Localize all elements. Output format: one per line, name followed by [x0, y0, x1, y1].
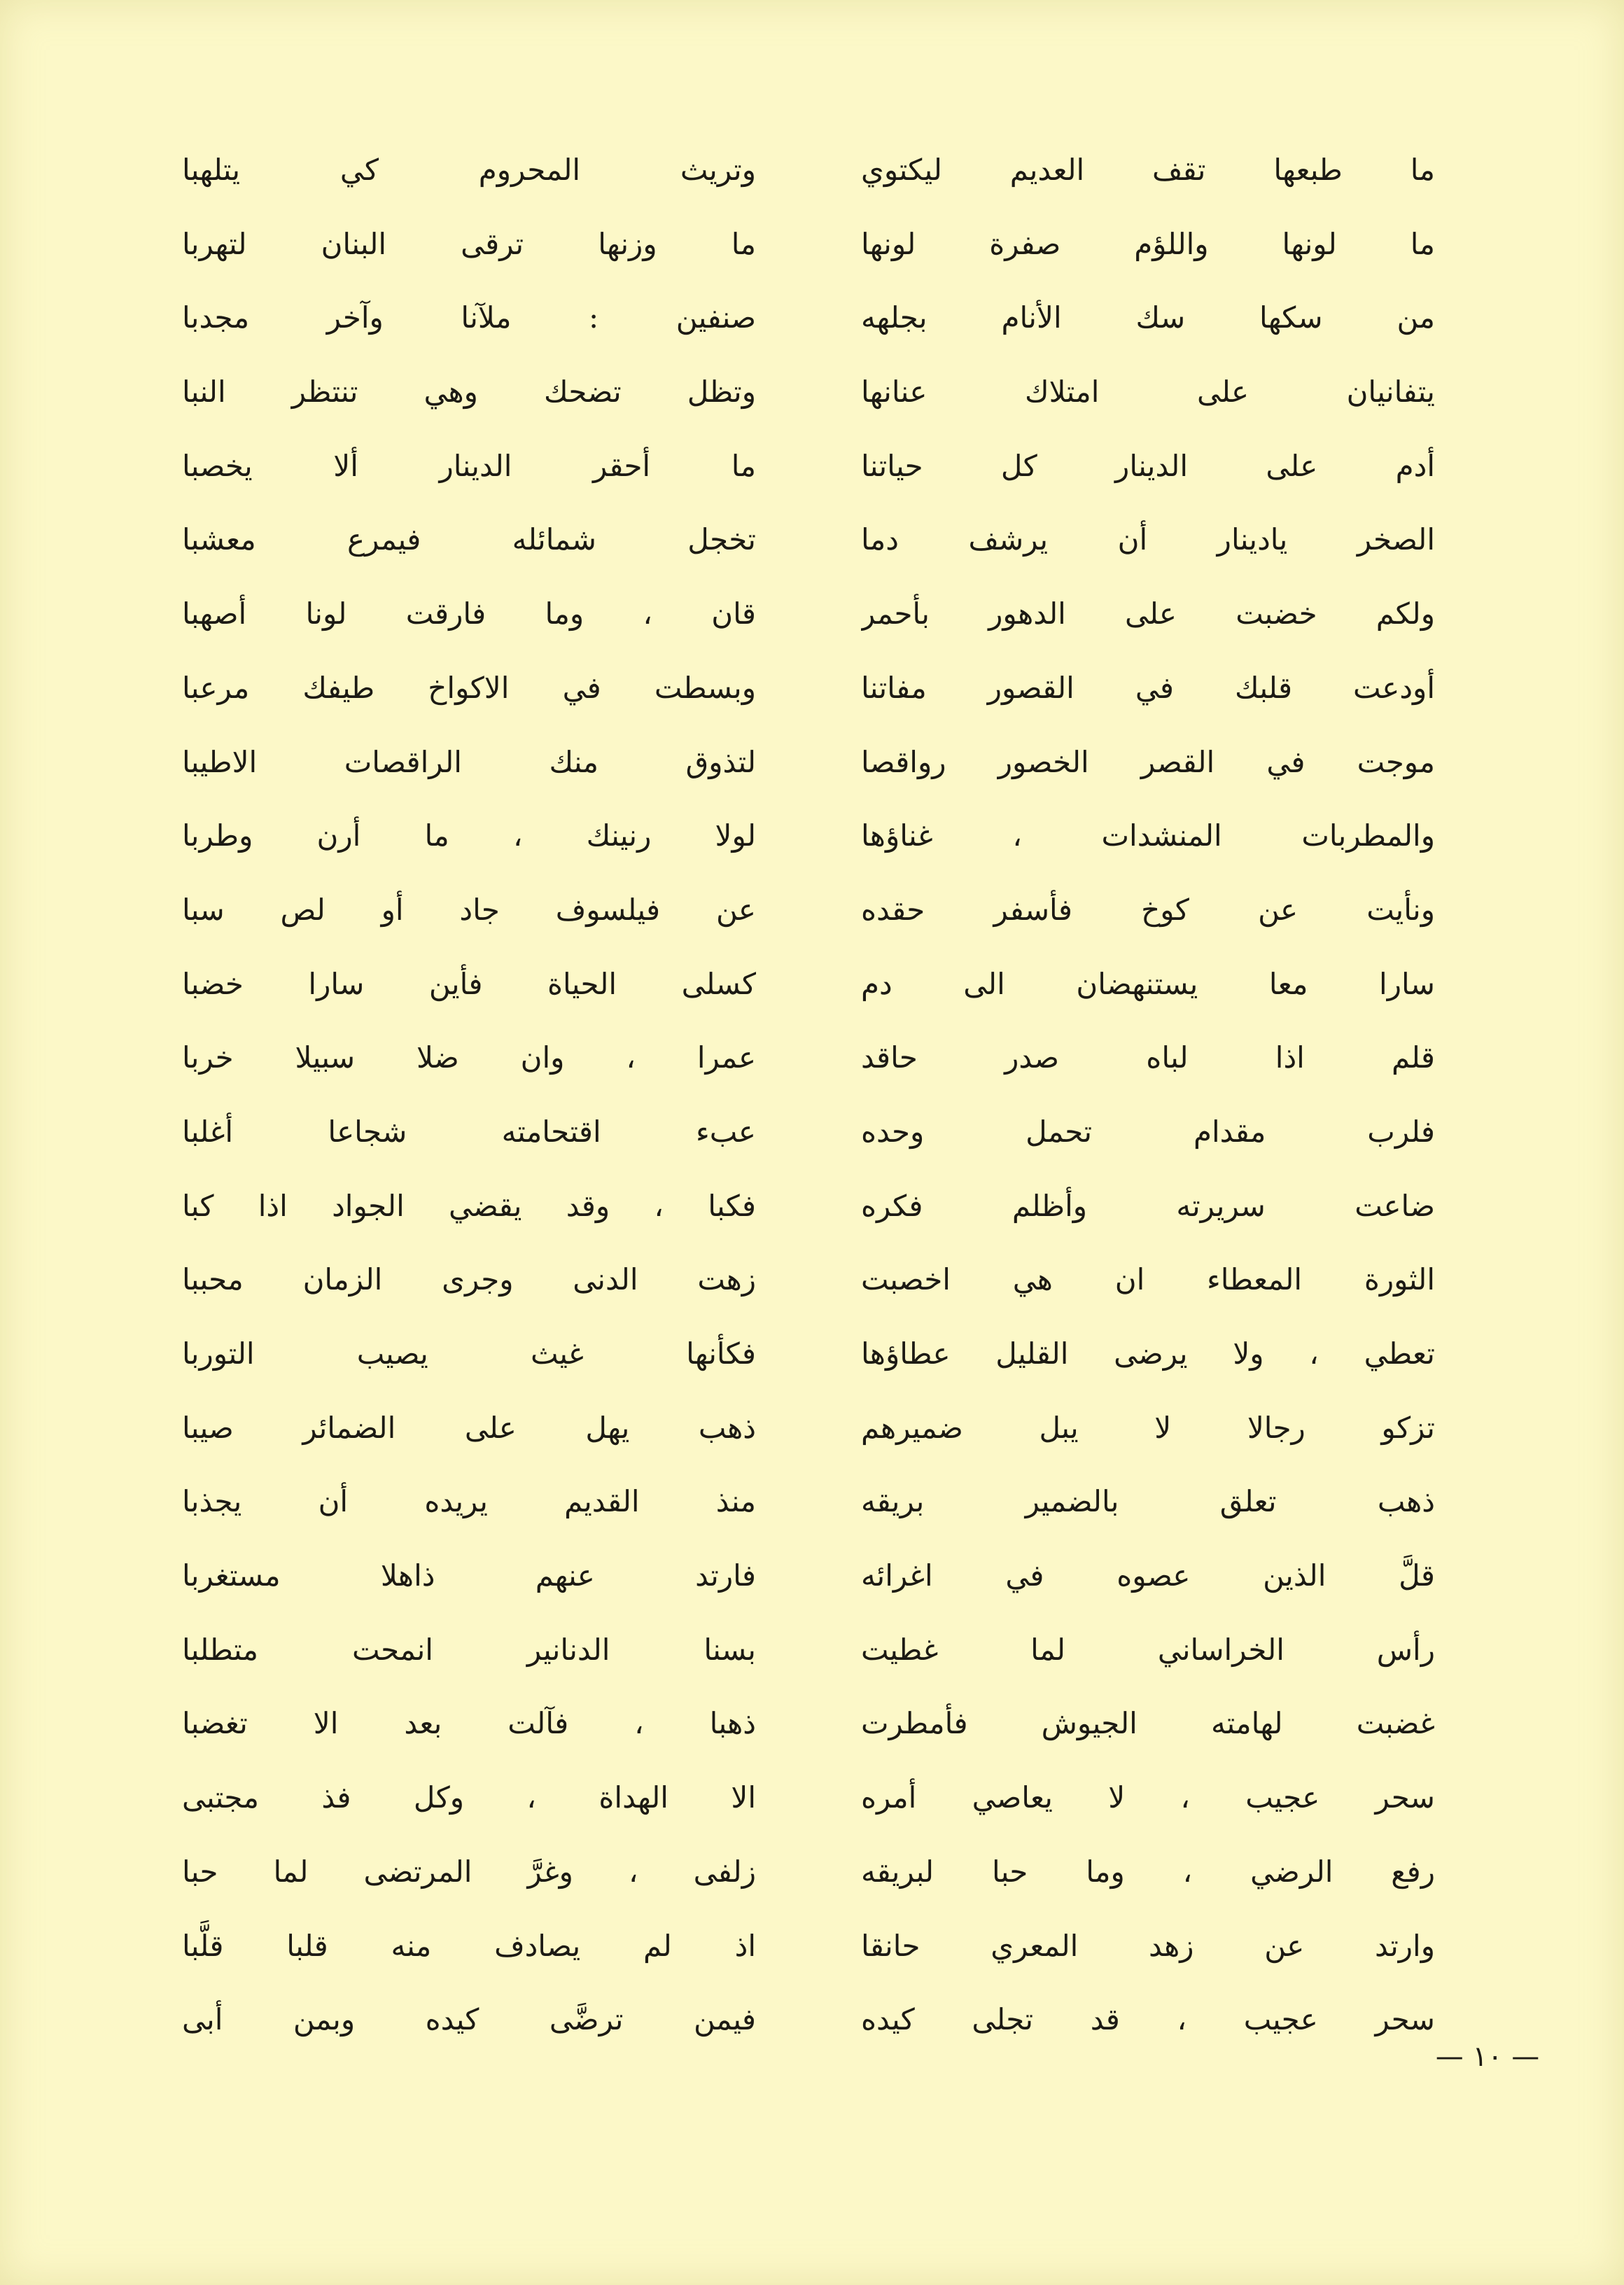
verse-line: يتفانيان على امتلاك عنانها [861, 375, 1435, 410]
verse-line: فارتد عنهم ذاهلا مستغربا [182, 1558, 756, 1593]
verse-line: من سكها سك الأنام بجلهه [861, 300, 1435, 335]
verse-line: سحر عجيب ، لا يعاصي أمره [861, 1780, 1435, 1815]
verse-line: ما أحقر الدينار ألا يخصبا [182, 448, 756, 483]
verse-line: تزكو رجالا لا يبل ضميرهم [861, 1410, 1435, 1445]
verse-line: والمطربات المنشدات ، غناؤها [861, 818, 1435, 853]
verse-line: سحر عجيب ، قد تجلى كيده [861, 2002, 1435, 2037]
verse-line: تخجل شمائله فيمرع معشبا [182, 522, 756, 557]
verse-line: قلم اذا لباه صدر حاقد [861, 1040, 1435, 1075]
verse-line: فيمن ترضَّى كيده وبمن أبى [182, 2002, 756, 2037]
verse-line: لتذوق منك الراقصات الاطيبا [182, 744, 756, 779]
verse-line: ما لونها واللؤم صفرة لونها [861, 226, 1435, 261]
verse-line: كسلى الحياة فأين سارا خضبا [182, 966, 756, 1001]
verse-line: فلرب مقدام تحمل وحده [861, 1114, 1435, 1149]
verse-line: عن فيلسوف جاد أو لص سبا [182, 892, 756, 927]
verse-line: اذ لم يصادف منه قلبا قلَّبا [182, 1928, 756, 1963]
verse-line: رفع الرضي ، وما حبا لبريقه [861, 1854, 1435, 1889]
verse-line: الصخر يادينار أن يرشف دما [861, 522, 1435, 557]
poem-column-right [861, 133, 1435, 2057]
verse-line: فكبا ، وقد يقضي الجواد اذا كبا [182, 1188, 756, 1223]
verse-line: ونأيت عن كوخ فأسفر حقده [861, 892, 1435, 927]
poem-column-left [182, 133, 756, 2057]
verse-line: عبء اقتحامته شجاعا أغلبا [182, 1114, 756, 1149]
verse-line: زهت الدنى وجرى الزمان محببا [182, 1262, 756, 1297]
verse-line: أودعت قلبك في القصور مفاتنا [861, 670, 1435, 705]
verse-line: الا الهداة ، وكل فذ مجتبى [182, 1780, 756, 1815]
verse-line: قان ، وما فارقت لونا أصهبا [182, 596, 756, 631]
verse-line: ذهب تعلق بالضمير بريقه [861, 1484, 1435, 1519]
verse-line: رأس الخراساني لما غطيت [861, 1632, 1435, 1667]
verse-line: موجت في القصر الخصور رواقصا [861, 744, 1435, 779]
verse-line: منذ القديم يريده أن يجذبا [182, 1484, 756, 1519]
verse-line: ما وزنها ترقى البنان لتهربا [182, 226, 756, 261]
verse-line: بسنا الدنانير انمحت متطلبا [182, 1632, 756, 1667]
verse-line: لولا رنينك ، ما أرن وطربا [182, 818, 756, 853]
verse-line: فكأنها غيث يصيب التوربا [182, 1336, 756, 1371]
verse-line: الثورة المعطاء ان هي اخصبت [861, 1262, 1435, 1297]
verse-line: وتظل تضحك وهي تنتظر النبا [182, 375, 756, 410]
verse-line: وارتد عن زهد المعري حانقا [861, 1928, 1435, 1963]
verse-line: ذهبا ، فآلت بعد الا تغضبا [182, 1706, 756, 1741]
verse-line: وتريث المحروم كي يتلهبا [182, 153, 756, 187]
verse-line: عمرا ، وان ضلا سبيلا خربا [182, 1040, 756, 1075]
verse-line: أدم على الدينار كل حياتنا [861, 448, 1435, 483]
verse-line: سارا معا يستنهضان الى دم [861, 966, 1435, 1001]
verse-line: صنفين : ملآنا وآخر مجدبا [182, 300, 756, 335]
verse-line: زلفى ، وغرَّ المرتضى لما حبا [182, 1854, 756, 1889]
page-number: — ١٠ — [1435, 2041, 1540, 2073]
verse-line: ذهب يهل على الضمائر صيبا [182, 1410, 756, 1445]
verse-line: غضبت لهامته الجيوش فأمطرت [861, 1706, 1435, 1741]
verse-line: وبسطت في الاكواخ طيفك مرعبا [182, 670, 756, 705]
verse-line: ما طبعها تقف العديم ليكتوي [861, 153, 1435, 187]
verse-line: قلَّ الذين عصوه في اغرائه [861, 1558, 1435, 1593]
verse-line: ولكم خضبت على الدهور بأحمر [861, 596, 1435, 631]
verse-line: ضاعت سريرته وأظلم فكره [861, 1188, 1435, 1223]
verse-line: تعطي ، ولا يرضى القليل عطاؤها [861, 1336, 1435, 1371]
